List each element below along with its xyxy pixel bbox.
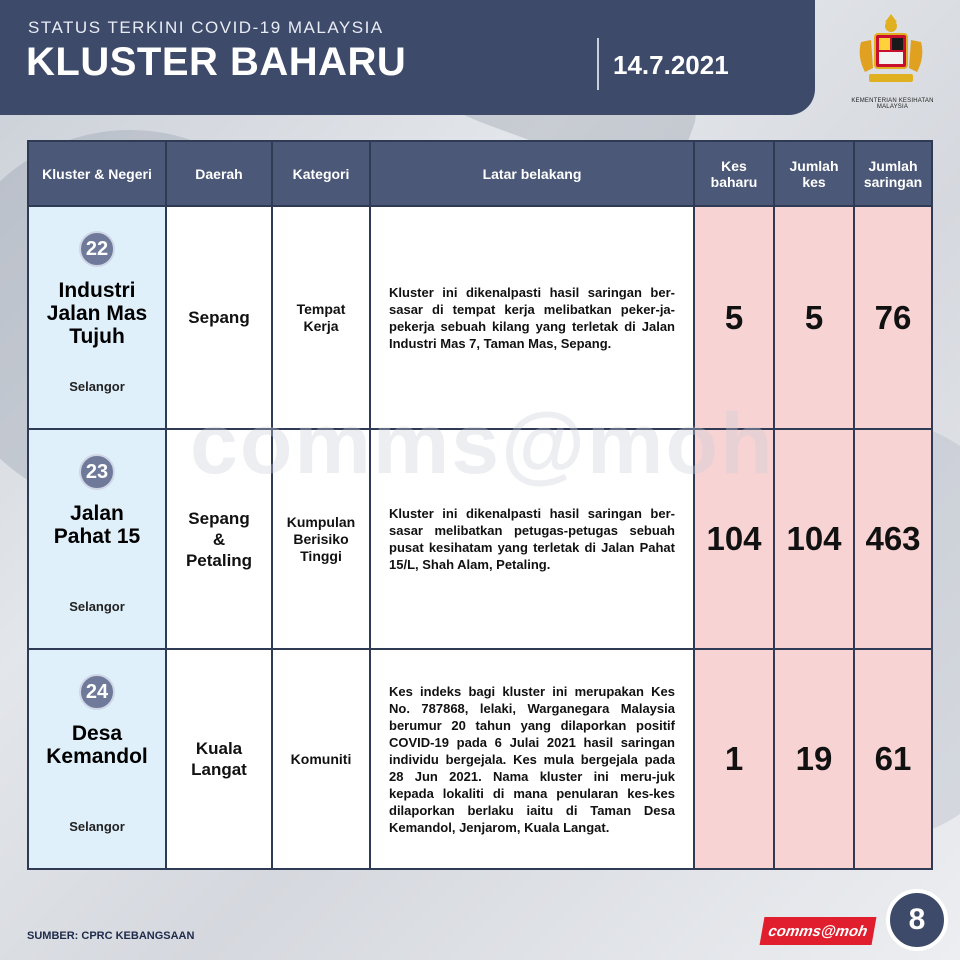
- latar-belakang-cell: Kluster ini dikenalpasti hasil saringan ber-sasar melibatkan petugas-petugas sebuah pusat kesihatam yang terletak di Jalan Pahat 15/L, Shah Alam, Petaling.: [371, 430, 695, 648]
- kategori-cell: Kumpulan Berisiko Tinggi: [273, 430, 371, 648]
- header-divider: [597, 38, 599, 90]
- column-header-kes-baharu: Kes baharu: [695, 142, 775, 205]
- cluster-name: Industri Jalan Mas Tujuh: [46, 279, 148, 348]
- jumlah-kes-cell: 104: [775, 430, 855, 648]
- cluster-name: Desa Kemandol: [46, 722, 148, 768]
- page-title: KLUSTER BAHARU: [26, 40, 407, 84]
- ministry-name: KEMENTERIAN KESIHATAN MALAYSIA: [851, 98, 934, 110]
- jumlah-kes-cell: 19: [775, 650, 855, 868]
- kategori-cell: Tempat Kerja: [273, 207, 371, 428]
- column-header-jumlah-kes: Jumlah kes: [775, 142, 855, 205]
- daerah-cell: Sepang & Petaling: [167, 430, 273, 648]
- cluster-cell: [29, 650, 167, 868]
- watermark: comms@moh: [190, 396, 775, 492]
- daerah-cell: Kuala Langat: [167, 650, 273, 868]
- cluster-cell: [29, 430, 167, 648]
- cluster-state: Selangor: [69, 819, 125, 834]
- cluster-number-badge: 23: [79, 454, 115, 490]
- ministry-logo: [835, 10, 950, 110]
- jumlah-saringan-cell: 61: [855, 650, 931, 868]
- cluster-number-badge: 22: [79, 231, 115, 267]
- table-row: [29, 648, 931, 868]
- kes-baharu-cell: 5: [695, 207, 775, 428]
- header-subtitle: STATUS TERKINI COVID-19 MALAYSIA: [28, 18, 384, 37]
- page-number: 8: [886, 889, 948, 951]
- latar-belakang-cell: Kluster ini dikenalpasti hasil saringan ber-sasar di tempat kerja melibatkan peker-ja-pekerja sebuah kilang yang terletak di Jalan Industri Mas 7, Taman Mas, Sepang.: [371, 207, 695, 428]
- cluster-table: [27, 140, 933, 870]
- table-row: [29, 205, 931, 428]
- daerah-cell: Sepang: [167, 207, 273, 428]
- table-header: [29, 142, 931, 205]
- jumlah-saringan-cell: 76: [855, 207, 931, 428]
- header-date: 14.7.2021: [613, 50, 729, 80]
- jumlah-kes-cell: 5: [775, 207, 855, 428]
- header-banner: [0, 0, 815, 115]
- cluster-state: Selangor: [69, 599, 125, 614]
- kategori-cell: Komuniti: [273, 650, 371, 868]
- coat-of-arms-icon: [855, 12, 927, 92]
- column-header-daerah: Daerah: [167, 142, 273, 205]
- source-note: SUMBER: CPRC KEBANGSAAN: [27, 930, 195, 942]
- column-header-jumlah-saringan: Jumlah saringan: [863, 157, 923, 190]
- jumlah-saringan-cell: 463: [855, 430, 931, 648]
- cluster-state: Selangor: [69, 379, 125, 394]
- cluster-cell: [29, 207, 167, 428]
- kes-baharu-cell: 104: [695, 430, 775, 648]
- kes-baharu-cell: 1: [695, 650, 775, 868]
- latar-belakang-cell: Kes indeks bagi kluster ini merupakan Kes No. 787868, lelaki, Warganegara Malaysia berumur 20 tahun yang dilaporkan positif COVID-19 pada 6 Julai 2021 hasil saringan individu bergejala. Kes mula bergejala pada 28 Jun 2021. Nama kluster ini meru-juk kepada lokaliti di mana penularan kes-kes dilaporkan berlaku iaitu di Taman Desa Kemandol, Jenjarom, Kuala Langat.: [371, 650, 695, 868]
- column-header-kategori: Kategori: [273, 142, 371, 205]
- cluster-number-badge: 24: [79, 674, 115, 710]
- brand-badge: comms@moh: [760, 917, 877, 945]
- cluster-name: Jalan Pahat 15: [53, 502, 141, 548]
- column-header-cluster: Kluster & Negeri: [29, 142, 167, 205]
- column-header-latar: Latar belakang: [371, 142, 695, 205]
- table-row: [29, 428, 931, 648]
